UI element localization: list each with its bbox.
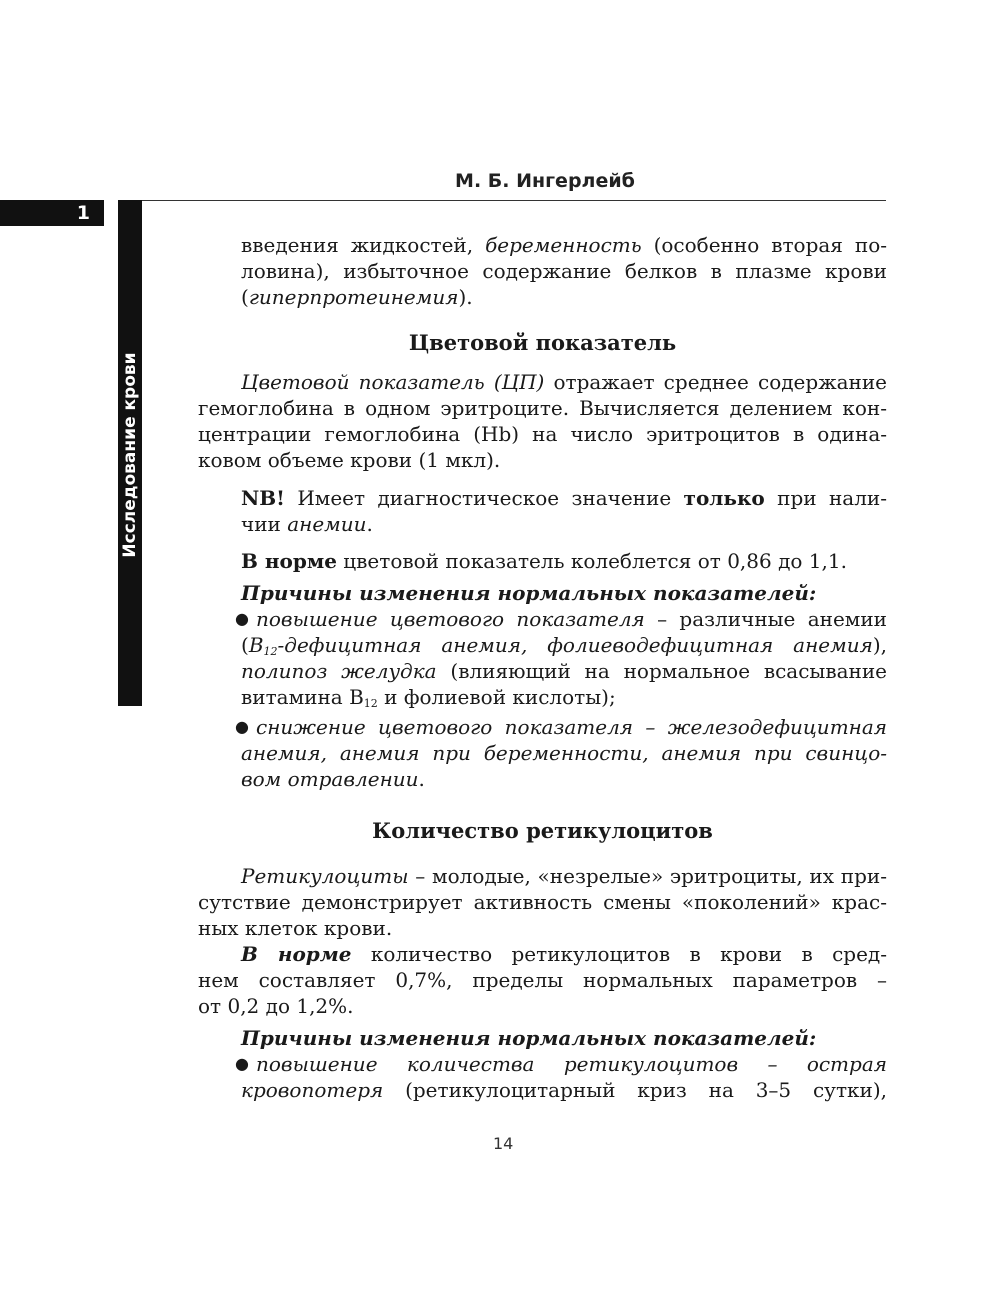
bullet-line: полипоз желудка (влияющий на нормальное всасывание bbox=[241, 659, 887, 683]
section-heading-color-index: Цветовой показатель bbox=[408, 330, 677, 355]
paragraph-line: от 0,2 до 1,2%. bbox=[198, 994, 354, 1018]
paragraph-line: (гиперпротеинемия). bbox=[241, 285, 473, 309]
bullet-line: витамина $B_{12}$ и фолиевой кислоты); bbox=[241, 685, 616, 710]
norm-line: В норме цветовой показатель колеблется от 0,86 до 1,1. bbox=[241, 549, 847, 573]
paragraph-line: Ретикулоциты – молодые, «незрелые» эритроциты, их при- bbox=[241, 864, 887, 888]
bullet-marker: ● bbox=[235, 609, 249, 628]
bullet-marker: ● bbox=[235, 1054, 249, 1073]
paragraph-line: сутствие демонстрирует активность смены «поколений» крас- bbox=[198, 890, 887, 914]
nb-note-line: NB! Имеет диагностическое значение только при нали- bbox=[241, 486, 887, 510]
paragraph-line: ловина), избыточное содержание белков в плазме крови bbox=[241, 259, 887, 283]
paragraph-line: Цветовой показатель (ЦП) отражает среднее содержание bbox=[241, 370, 888, 394]
causes-title: Причины изменения нормальных показателей: bbox=[241, 1026, 817, 1050]
bullet-line: снижение цветового показателя – железодефицитная bbox=[256, 715, 887, 739]
norm-line: В норме количество ретикулоцитов в крови в сред- bbox=[241, 942, 887, 966]
bullet-marker: ● bbox=[235, 717, 249, 736]
bullet-line: повышение цветового показателя – различные анемии bbox=[256, 607, 888, 631]
bullet-line: вом отравлении. bbox=[241, 767, 425, 791]
paragraph-line: центрации гемоглобина (Hb) на число эритроцитов в одина- bbox=[198, 422, 887, 446]
paragraph-line: ковом объеме крови (1 мкл). bbox=[198, 448, 501, 472]
paragraph-line: введения жидкостей, беременность (особенно вторая по- bbox=[241, 233, 887, 257]
paragraph-line: ных клеток крови. bbox=[198, 916, 393, 940]
causes-title: Причины изменения нормальных показателей: bbox=[241, 581, 817, 605]
nb-note-line: чии анемии. bbox=[241, 512, 373, 536]
bullet-line: кровопотеря (ретикулоцитарный криз на 3–5 сутки), bbox=[241, 1078, 887, 1102]
page-number: 14 bbox=[493, 1134, 514, 1153]
section-heading-reticulocytes: Количество ретикулоцитов bbox=[372, 818, 713, 843]
section-tab-label: Исследование крови bbox=[120, 352, 140, 558]
bullet-line: анемия, анемия при беременности, анемия при свинцо- bbox=[241, 741, 887, 765]
running-title: М. Б. Ингерлейб bbox=[455, 170, 635, 192]
bullet-line: ($B_{12}$-дефицитная анемия, фолиеводефицитная анемия), bbox=[241, 633, 887, 658]
bullet-line: повышение количества ретикулоцитов – острая bbox=[256, 1052, 887, 1076]
chapter-number: 1 bbox=[0, 200, 104, 226]
paragraph-line: гемоглобина в одном эритроците. Вычисляется делением кон- bbox=[198, 396, 887, 420]
paragraph-line: нем составляет 0,7%, пределы нормальных параметров – bbox=[198, 968, 887, 992]
header-rule bbox=[118, 200, 886, 201]
